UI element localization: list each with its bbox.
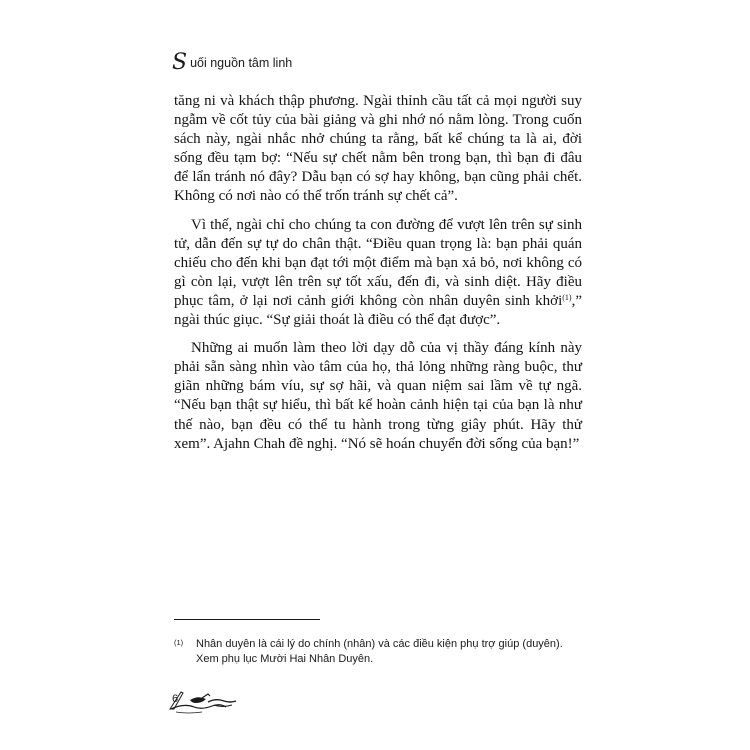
page-footer: [168, 686, 248, 716]
boat-ornament-icon: [168, 686, 248, 716]
running-header: [172, 48, 292, 78]
footnote-text: Nhân duyên là cái lý do chính (nhân) và các điều kiện phụ trợ giúp (duyên). Xem phụ lục Mười Hai Nhân Duyên.: [196, 638, 563, 665]
body-text: [174, 92, 582, 463]
page-number: 6: [172, 693, 179, 705]
footnote-divider: [174, 619, 320, 620]
header-title: uối nguồn tâm linh: [190, 56, 293, 70]
paragraph-3: Những ai muốn làm theo lời dạy dỗ của vị thầy đáng kính này phải sẵn sàng nhìn vào tâm của họ, thả lỏng những ràng buộc, thư giãn những bám víu, sự sợ hãi, và quan niệm sai lầm về tự ngã. “Nếu bạn thật sự hiểu, thì bất kể hoàn cảnh hiện tại của bạn là như thế nào, bạn đều có thể tu hành trong từng giây phút. Hãy thử xem”. Ajahn Chah đề nghị. “Nó sẽ hoán chuyển đời sống của bạn!”: [174, 340, 582, 452]
paragraph-2: [174, 216, 582, 331]
paragraph-2-text: Vì thế, ngài chỉ cho chúng ta con đường để vượt lên trên sự sinh tử, dẫn đến sự tự do chân thật. “Điều quan trọng là: bạn phải quán chiếu cho đến khi bạn đạt tới một điểm mà bạn xả bỏ, nơi không có gì còn lại, vượt lên trên sự tốt xấu, đến đi, và sinh diệt. Hãy điều phục tâm, ở lại nơi cảnh giới không còn nhân duyên sinh khởi: [174, 216, 582, 309]
header-drop-letter: S: [172, 50, 188, 75]
footnote-reference[interactable]: (1): [562, 292, 572, 302]
paragraph-1: tăng ni và khách thập phương. Ngài thỉnh cầu tất cả mọi người suy ngẫm về cốt tủy của bài giảng và ghi nhớ nó nằm lòng. Trong cuốn sách này, ngài nhắc nhở chúng ta rằng, bất kể chúng ta là ai, đời sống đều tạm bợ: “Nếu sự chết nằm bên trong bạn, thì bạn đi đâu để lẩn tránh nó đây? Dẫu bạn có sợ hay không, bạn cũng phải chết. Không có nơi nào có thể trốn tránh sự chết cả”.: [174, 93, 582, 205]
footnote-mark: (1): [174, 638, 184, 647]
paragraph-2-text-end: ,” ngài thúc giục. “Sự giải thoát là điều có thể đạt được”.: [174, 292, 582, 329]
footnote: [174, 637, 584, 667]
